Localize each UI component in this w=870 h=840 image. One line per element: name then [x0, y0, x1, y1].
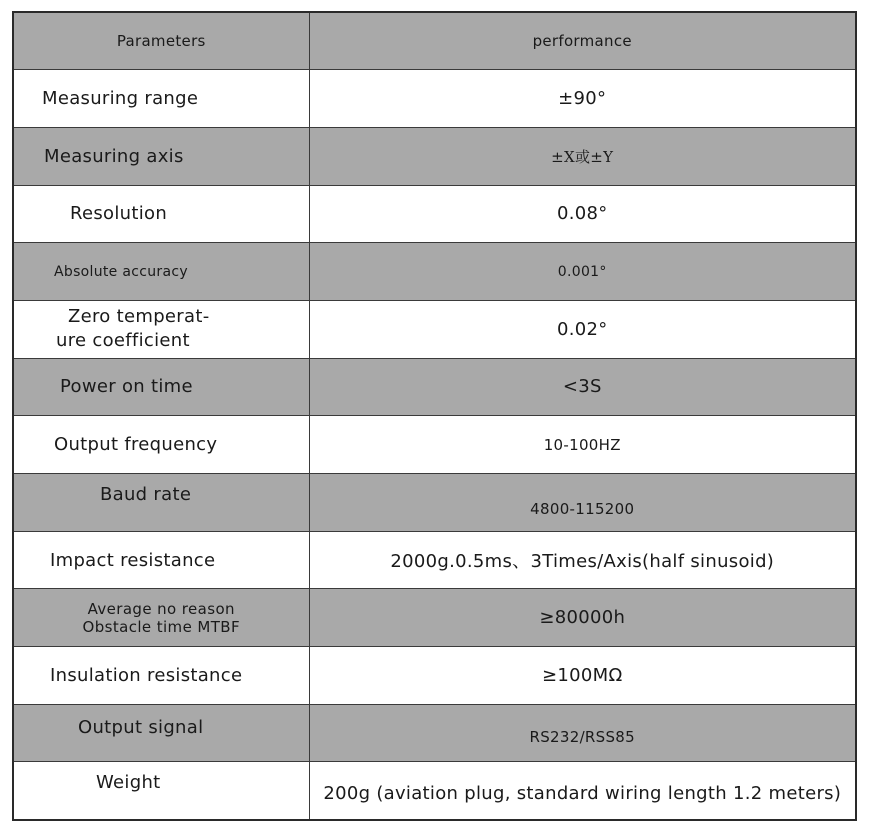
table-row: [13, 704, 856, 762]
param-line-1: Average no reason: [87, 599, 235, 618]
param-line-1: Zero temperat-: [68, 306, 210, 328]
table-header-row: [13, 12, 856, 70]
param-cell: Absolute accuracy: [13, 243, 309, 301]
value-cell: <3S: [309, 358, 856, 416]
value-cell: 200g (aviation plug, standard wiring length 1.2 meters): [309, 762, 856, 820]
value-cell: ±90°: [309, 70, 856, 128]
param-cell: Power on time: [13, 358, 309, 416]
value-cell: 4800-115200: [309, 474, 856, 532]
param-cell: Baud rate: [13, 474, 309, 532]
param-cell: Impact resistance: [13, 531, 309, 589]
value-cell: 10-100HZ: [309, 416, 856, 474]
table-row: [13, 300, 856, 358]
table-row: [13, 243, 856, 301]
param-cell: Insulation resistance: [13, 647, 309, 705]
table-row: [13, 416, 856, 474]
table-row: [13, 531, 856, 589]
value-cell: RS232/RSS85: [309, 704, 856, 762]
param-line-2: ure coefficient: [56, 330, 190, 352]
table-row: [13, 647, 856, 705]
header-performance: performance: [309, 12, 856, 70]
table-row: [13, 70, 856, 128]
param-line-2: Obstacle time MTBF: [82, 617, 240, 636]
value-cell: 0.02°: [309, 300, 856, 358]
table-row: [13, 762, 856, 820]
param-cell: Output frequency: [13, 416, 309, 474]
param-cell: Resolution: [13, 185, 309, 243]
table-row: [13, 474, 856, 532]
param-cell: [13, 300, 309, 358]
value-cell: 0.001°: [309, 243, 856, 301]
param-cell: Output signal: [13, 704, 309, 762]
value-cell: ≥100MΩ: [309, 647, 856, 705]
spec-table: [12, 11, 857, 821]
value-cell: ≥80000h: [309, 589, 856, 647]
table-row: [13, 358, 856, 416]
param-cell: Measuring range: [13, 70, 309, 128]
value-cell: 0.08°: [309, 185, 856, 243]
table-row: [13, 185, 856, 243]
param-cell: [13, 589, 309, 647]
value-cell: ±X或±Y: [309, 127, 856, 185]
header-parameters: Parameters: [13, 12, 309, 70]
param-cell: Measuring axis: [13, 127, 309, 185]
param-cell: Weight: [13, 762, 309, 820]
table-row: [13, 127, 856, 185]
value-cell: 2000g.0.5ms、3Times/Axis(half sinusoid): [309, 531, 856, 589]
table-row: [13, 589, 856, 647]
